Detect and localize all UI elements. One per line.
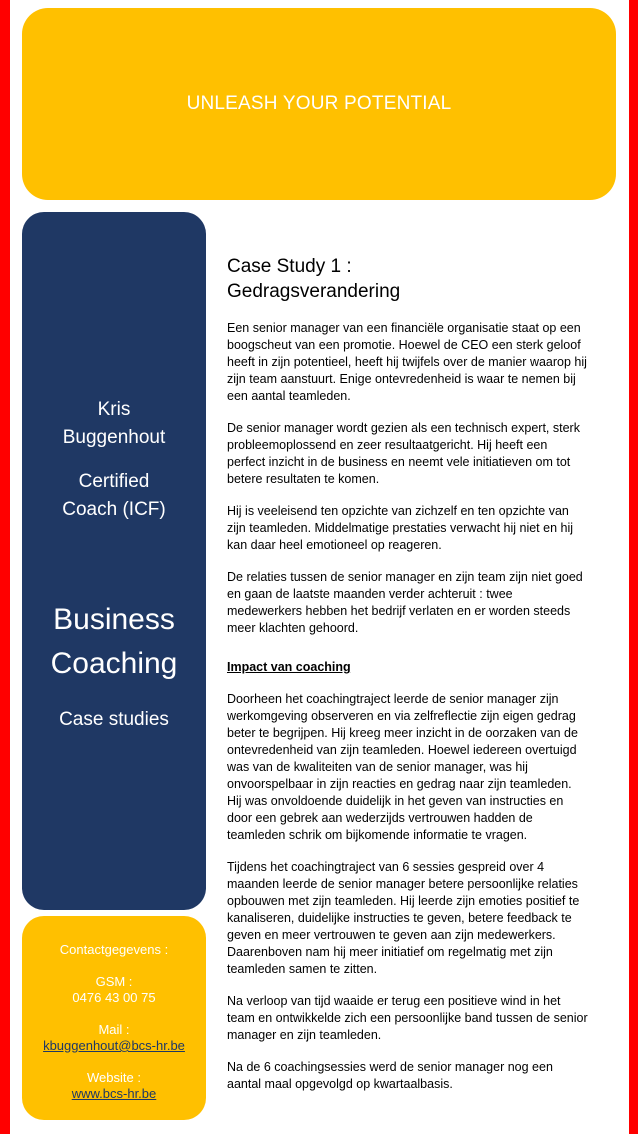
coach-first-name: Kris — [97, 399, 131, 420]
gsm-value: 0476 43 00 75 — [72, 990, 156, 1005]
biz-line-2: Coaching — [50, 647, 178, 680]
impact-paragraph-2: Tijdens het coachingtraject van 6 sessies gespreid over 4 maanden leerde de senior manager betere persoonlijke relaties opbouwen met zijn teamleden. Hij leerde zijn emoties positief te kanaliseren, duidelijke instructies te geven, betere feedback te geven en meer vertrouwen te geven aan zijn medewerkers. Daarenboven nam hij meer initiatief om regelmatig met zijn teamleden samen te zitten. — [227, 860, 580, 976]
impact-paragraph-4: Na de 6 coachingsessies werd de senior manager nog een aantal maal opgevolgd op kwartaalbasis. — [227, 1060, 553, 1091]
cert-line-1: Certified — [78, 471, 150, 492]
relations-paragraph: De relaties tussen de senior manager en zijn team zijn niet goed en gaan de laatste maanden verder achteruit : twee medewerkers hebben het bedrijf verlaten en er worden steeds meer klachten gehoord. — [227, 570, 583, 635]
gsm-label: GSM : — [95, 974, 133, 989]
intro-paragraph: Een senior manager van een financiële organisatie staat op een boogscheut van een promotie. Hoewel de CEO een sterk geloof heeft in zijn potentieel, heeft hij twijfels over de manier waarop hij zijn team aanstuurt. Enige ontevredenheid is waar te nemen bij een aantal teamleden. — [227, 321, 587, 403]
coach-certification — [22, 468, 206, 524]
impact-subheading: Impact van coaching — [227, 660, 351, 674]
impact-paragraph-1: Doorheen het coachingtraject leerde de senior manager zijn werkomgeving observeren en via zelfreflectie zijn eigen gedrag beter te begrijpen. Hij kreeg meer inzicht in de oorzaken van de ontevredenheid van zijn teamleden. Hoewel iedereen overtuigd was van de kwaliteiten van de senior manager, was hij onvoorspelbaar in zijn reacties en gedrag naar zijn teamleden. Hij was onvoldoende duidelijk in het geven van instructies en door een gebrek aan wederzijds vertrouwen hadden de teamleden schrik om bijkomende informatie te vragen. — [227, 692, 578, 842]
left-red-border — [0, 0, 10, 1134]
coach-last-name: Buggenhout — [62, 427, 166, 448]
main-content — [227, 254, 589, 1108]
demands-paragraph: Hij is veeleisend ten opzichte van zichzelf en ten opzichte van zijn teamleden. Middelmatige prestaties verwacht hij niet en hij kan daar heel emotioneel op reageren. — [227, 504, 574, 552]
impact-paragraph-3: Na verloop van tijd waaide er terug een positieve wind in het team en ontwikkelde zich een persoonlijke band tussen de senior manager en zijn teamleden. — [227, 994, 588, 1042]
business-coaching-heading — [22, 598, 206, 686]
cert-line-2: Coach (ICF) — [62, 499, 166, 520]
case-studies-label: Case studies — [59, 709, 169, 730]
sidebar-panel — [22, 212, 206, 910]
header-banner — [22, 8, 616, 200]
banner-title: UNLEASH YOUR POTENTIAL — [186, 93, 452, 114]
case-study-title — [227, 254, 589, 304]
coach-name — [22, 396, 206, 452]
website-label: Website : — [87, 1070, 141, 1085]
title-line-1: Case Study 1 : — [227, 256, 352, 277]
contact-title: Contactgegevens : — [59, 942, 169, 957]
profile-paragraph: De senior manager wordt gezien als een technisch expert, sterk probleemoplossend en zeer resultaatgericht. Hij heeft een perfect inzicht in de business en neemt vele initiatieven om tot betere resultaten te komen. — [227, 421, 580, 486]
title-line-2: Gedragsverandering — [227, 281, 401, 302]
mail-label: Mail : — [98, 1022, 130, 1037]
contact-box — [22, 916, 206, 1120]
website-link[interactable]: www.bcs-hr.be — [71, 1086, 157, 1101]
biz-line-1: Business — [53, 603, 175, 636]
mail-link[interactable]: kbuggenhout@bcs-hr.be — [43, 1038, 185, 1053]
right-red-border — [629, 0, 638, 1134]
